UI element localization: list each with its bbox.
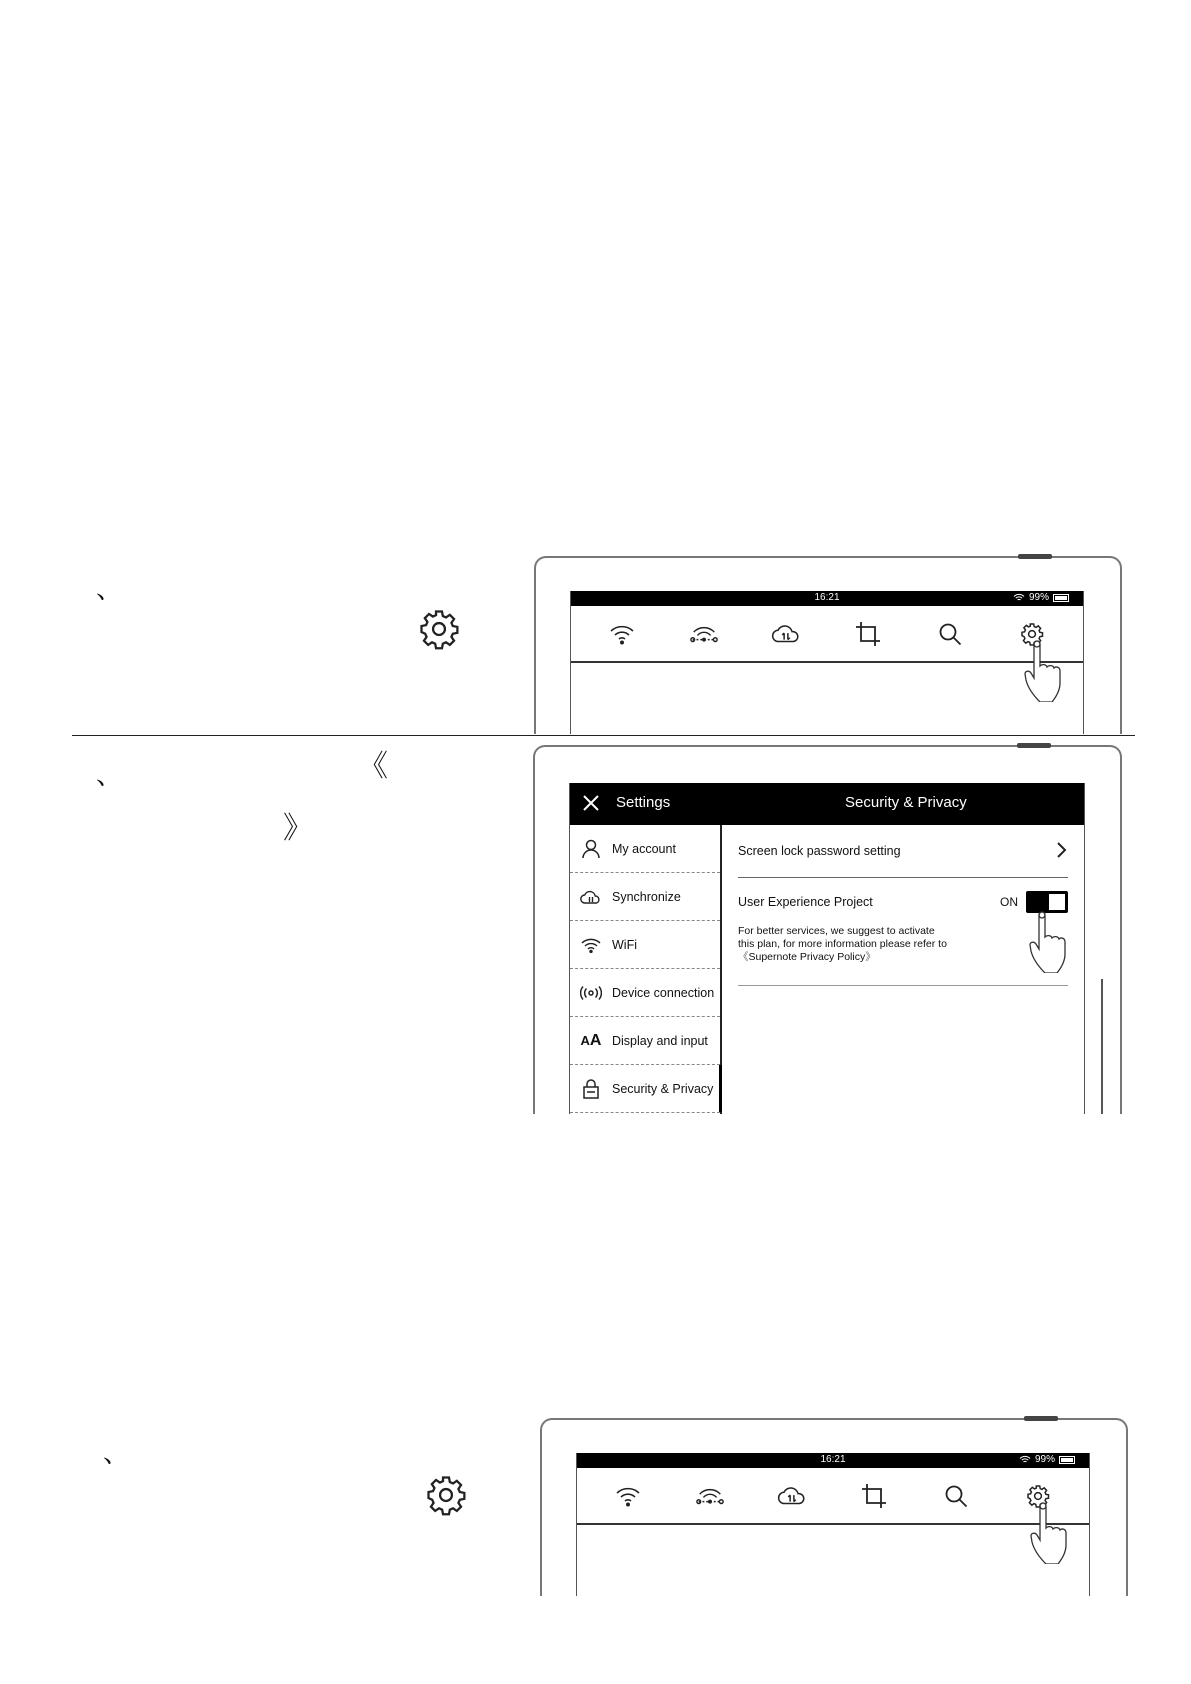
toolbar: [571, 606, 1083, 663]
device-screen: [576, 1453, 1090, 1596]
sidebar-item-label: My account: [612, 841, 676, 856]
sidebar-item-label: Device connection: [612, 985, 715, 1000]
wifi-icon[interactable]: [607, 619, 637, 649]
step2-marker: 、: [96, 760, 123, 790]
lock-icon: [580, 1079, 602, 1099]
user-experience-row: [738, 877, 1068, 986]
close-icon[interactable]: [582, 794, 600, 817]
wireless-transfer-icon[interactable]: [695, 1481, 725, 1511]
device-frame-settings: [533, 745, 1122, 1114]
broadcast-icon: [580, 986, 602, 1000]
uxp-desc-line: this plan, for more information please refer to: [738, 938, 947, 950]
sidebar-item-my-account[interactable]: [570, 825, 720, 873]
uxp-state: ON: [1000, 895, 1018, 909]
privacy-policy-link[interactable]: 《Supernote Privacy Policy》: [738, 951, 876, 963]
search-icon[interactable]: [941, 1481, 971, 1511]
side-edge-line: [1101, 979, 1103, 1114]
section-divider: [72, 735, 1135, 736]
wifi-icon[interactable]: [613, 1481, 643, 1511]
page-title: Security & Privacy: [845, 794, 967, 811]
chevron-right-icon: [1056, 841, 1068, 862]
wifi-icon: [580, 937, 602, 953]
uxp-desc-line: For better services, we suggest to activate: [738, 925, 935, 937]
wifi-icon: [1013, 593, 1025, 602]
device-frame-top: [534, 556, 1122, 734]
sidebar-item-label: Display and input: [612, 1033, 708, 1048]
crop-icon[interactable]: [859, 1481, 889, 1511]
sidebar-item-synchronize[interactable]: [570, 873, 720, 921]
sidebar-item-display-input[interactable]: [570, 1017, 720, 1065]
cloud-sync-icon: [580, 889, 602, 905]
sidebar-item-wifi[interactable]: [570, 921, 720, 969]
battery-icon: [1059, 1456, 1075, 1464]
settings-screen: [569, 783, 1085, 1114]
cloud-sync-icon[interactable]: [771, 619, 801, 649]
status-bar: [577, 1453, 1089, 1468]
device-screen: [570, 591, 1084, 734]
uxp-label: User Experience Project: [738, 895, 873, 909]
battery-percent: 99%: [1034, 1454, 1055, 1465]
gear-icon: [425, 1474, 467, 1521]
step1-marker: 、: [96, 574, 123, 604]
tapping-hand-icon: [1029, 909, 1079, 978]
status-time: 16:21: [820, 1454, 846, 1465]
person-icon: [580, 839, 602, 859]
wifi-icon: [1019, 1455, 1031, 1464]
cloud-sync-icon[interactable]: [777, 1481, 807, 1511]
crop-icon[interactable]: [853, 619, 883, 649]
sidebar-item-security-privacy[interactable]: [570, 1065, 720, 1113]
open-bracket: 《: [358, 749, 388, 784]
sidebar-item-label: WiFi: [612, 937, 637, 952]
status-bar: [571, 591, 1083, 606]
sidebar-item-device-connection[interactable]: [570, 969, 720, 1017]
screen-lock-row[interactable]: [738, 825, 1068, 878]
step3-marker: 、: [103, 1438, 130, 1468]
status-time: 16:21: [814, 592, 840, 603]
close-bracket: 》: [283, 811, 313, 846]
uxp-description: [738, 925, 968, 964]
settings-sidebar: [570, 825, 722, 1114]
sidebar-item-label: Synchronize: [612, 889, 681, 904]
battery-percent: 99%: [1028, 592, 1049, 603]
tapping-hand-icon: [1030, 1500, 1080, 1569]
gear-icon: [418, 608, 460, 655]
settings-title: Settings: [616, 794, 671, 811]
toolbar: [577, 1468, 1089, 1525]
screen-lock-label: Screen lock password setting: [738, 844, 901, 858]
tapping-hand-icon: [1024, 638, 1074, 707]
search-icon[interactable]: [935, 619, 965, 649]
settings-header: [570, 783, 1084, 825]
wireless-transfer-icon[interactable]: [689, 619, 719, 649]
sidebar-item-label: Security & Privacy: [612, 1081, 714, 1096]
battery-icon: [1053, 594, 1069, 602]
device-frame-bottom: [540, 1418, 1128, 1596]
font-size-icon: A A: [580, 1031, 602, 1049]
